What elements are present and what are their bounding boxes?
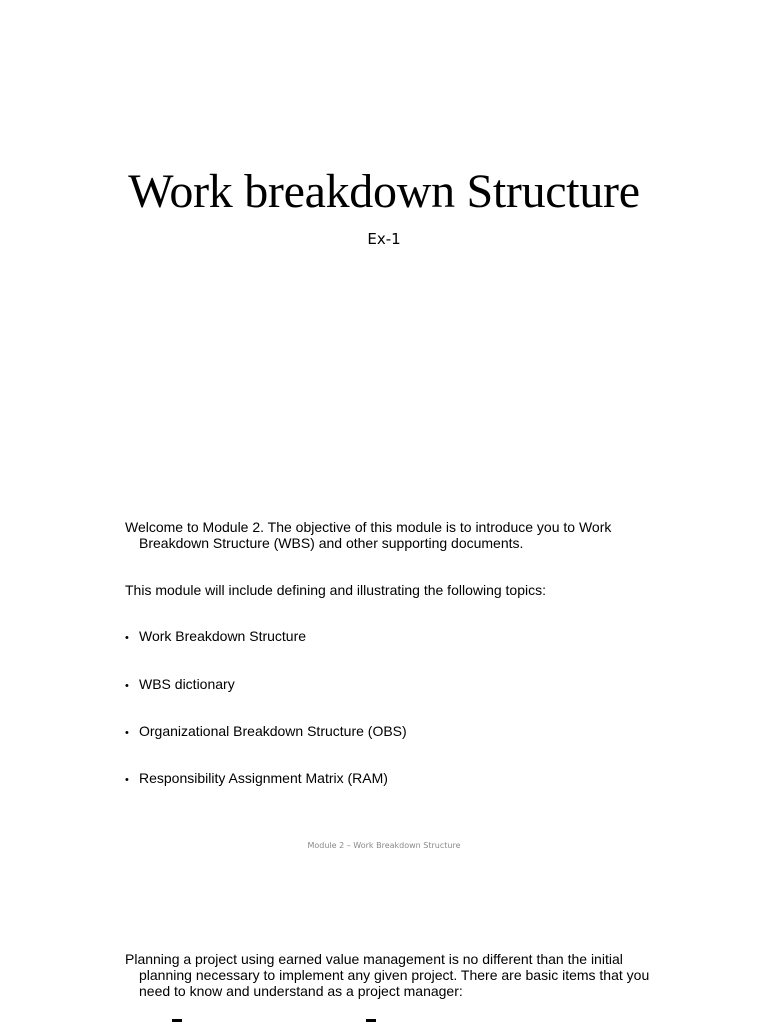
topic-label: Work Breakdown Structure: [139, 628, 307, 644]
bullet-icon: •: [125, 727, 129, 739]
bullet-icon: •: [125, 632, 129, 644]
topic-label: Organizational Breakdown Structure (OBS): [139, 723, 407, 739]
topics-lead-in: This module will include defining and illustrating the following topics:: [125, 582, 547, 598]
slide-subtitle: Ex-1: [367, 230, 401, 248]
page-footer: Module 2 – Work Breakdown Structure: [307, 841, 461, 850]
list-item: [125, 628, 645, 646]
cut-off-text-fragment: [366, 1019, 376, 1022]
topic-label: WBS dictionary: [139, 676, 235, 692]
bullet-icon: •: [125, 774, 129, 786]
list-item: [125, 676, 645, 694]
intro-paragraph: Welcome to Module 2. The objective of this module is to introduce you to Work Breakdown Structure (WBS) and other supporting documents.: [125, 519, 612, 551]
cut-off-text-fragment: [172, 1019, 182, 1022]
bullet-icon: •: [125, 680, 129, 692]
list-item: [125, 770, 645, 788]
topic-label: Responsibility Assignment Matrix (RAM): [139, 770, 388, 786]
next-page-paragraph: Planning a project using earned value management is no different than the initial planning necessary to implement any given project. There are basic items that you need to know and understand as a project manager:: [125, 951, 650, 999]
list-item: [125, 723, 645, 741]
slide-title: Work breakdown Structure: [128, 165, 640, 218]
